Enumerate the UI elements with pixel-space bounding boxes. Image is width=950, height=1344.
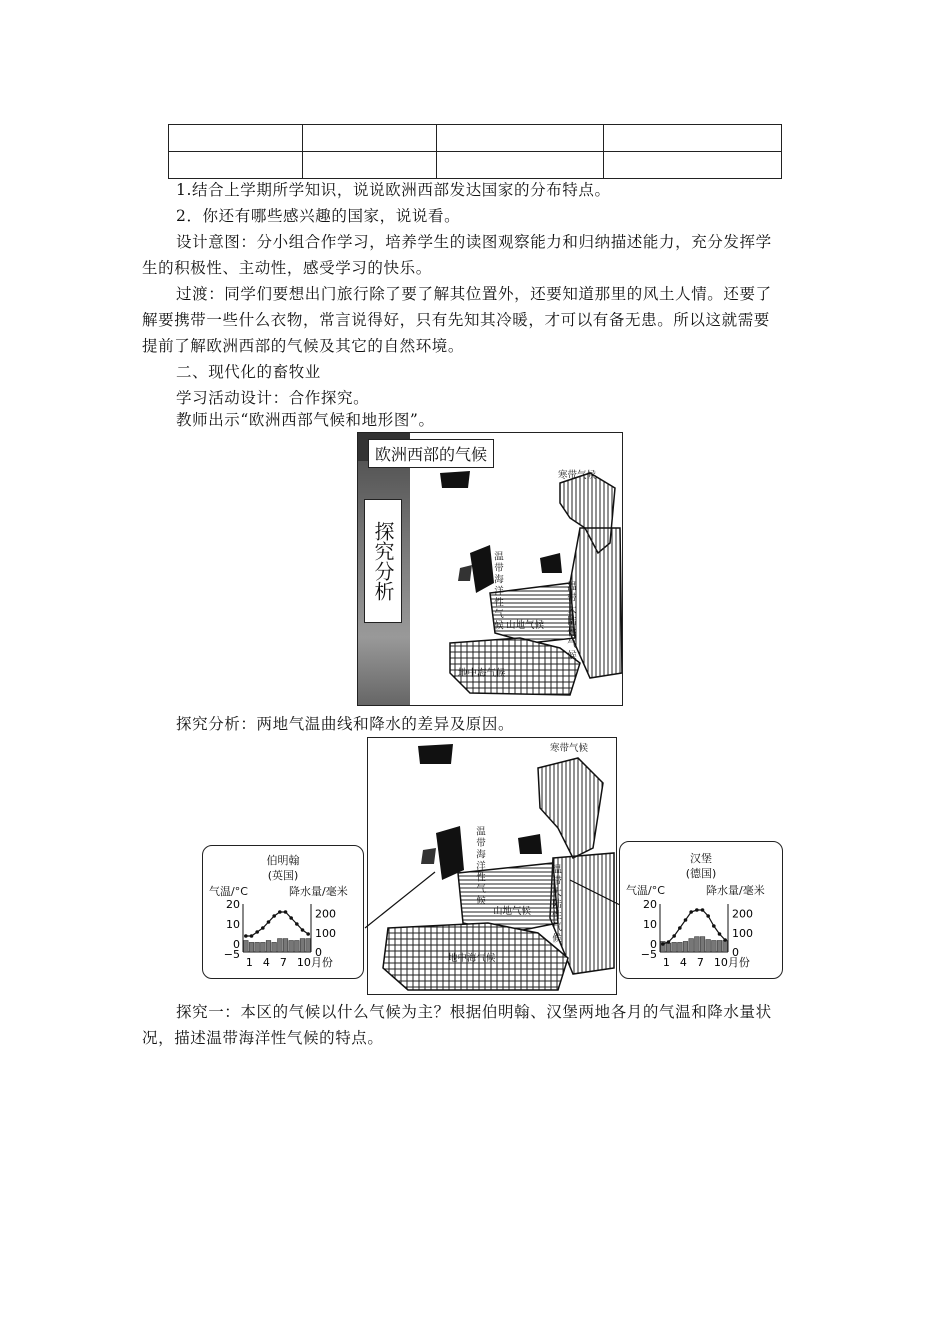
temp-point [244,934,248,938]
design-intent-line-1: 设计意图：分小组合作学习，培养学生的读图观察能力和归纳描述能力，充分发挥学 [176,233,772,251]
precip-bar [706,940,711,952]
x-tick-label: 10月份 [713,956,750,969]
temp-tick-label: 0 [233,938,240,951]
label-cold-2: 寒带气候 [550,743,589,754]
temp-point [701,908,705,912]
transition-line-1: 过渡：同学们要想出门旅行除了要了解其位置外，还要知道那里的风土人情。还要了 [176,285,772,303]
temp-line [663,910,725,944]
temp-point [284,910,288,914]
birmingham-chart [202,845,364,979]
exploration-1-line-2: 况，描述温带海洋性气候的特点。 [142,1029,384,1047]
x-tick-label: 4 [679,956,687,969]
label-continental: 温带大陆性气候 [565,581,576,662]
temp-point [667,940,671,944]
figure-title: 欧洲西部的气候 [368,439,494,468]
temp-tick-label: 10 [643,918,657,931]
precip-bar [723,940,728,952]
climate-chart-svg [203,898,363,976]
precip-bar [255,942,260,952]
x-tick-label: 7 [279,956,287,969]
city-name: 汉堡 [690,852,712,865]
precip-tick-label: 200 [315,907,336,921]
precip-bar [666,943,671,952]
temp-point [272,914,276,918]
temp-point [695,908,699,912]
temp-point [672,934,676,938]
climate-chart-svg [620,898,782,976]
label-mediterranean: 地中海气候 [458,668,506,679]
temp-point [261,926,265,930]
precip-bar [712,940,717,952]
country-name: (英国) [267,869,299,882]
temp-point [250,934,254,938]
label-oceanic: 温带海洋性气候 [492,551,503,632]
temp-tick-label: 0 [650,938,657,951]
activity-design: 学习活动设计：合作探究。 [176,389,370,407]
precip-bar [244,940,249,952]
precip-bar [683,941,688,952]
exploration-1-line-1: 探究一：本区的气候以什么气候为主？根据伯明翰、汉堡两地各月的气温和降水量状 [176,1003,772,1021]
temp-point [255,930,259,934]
label-mediterranean-2: 地中海气候 [448,953,496,964]
label-continental-2: 温带大陆性气候 [550,864,561,945]
label-cold: 寒带气候 [558,470,597,481]
precip-tick-label: 0 [315,946,322,959]
precip-bar [717,940,722,952]
precip-tick-label: 100 [315,926,336,940]
precip-bar [300,939,305,952]
analysis-caption: 探究分析：两地气温曲线和降水的差异及原因。 [176,715,515,733]
temp-point [678,926,682,930]
precip-tick-label: 200 [732,907,753,921]
temp-axis-label: 气温/°C [209,885,248,898]
temp-point [289,916,293,920]
precip-bar [249,942,254,952]
transition-line-3: 提前了解欧洲西部的气候及其它的自然环境。 [142,337,465,355]
figure-badge: 探究分析 [364,499,402,623]
temp-point [712,924,716,928]
precip-bar [700,937,705,952]
temp-line [246,912,308,936]
temp-tick-label: 20 [226,898,240,911]
temp-point [689,910,693,914]
precip-bar [695,937,700,952]
x-tick-label: 7 [696,956,704,969]
x-tick-label: 1 [245,956,253,969]
design-intent-line-2: 生的积极性、主动性，感受学习的快乐。 [142,259,432,277]
country-name: (德国) [685,867,717,880]
precip-bar [261,942,266,952]
temp-point [706,914,710,918]
temp-point [306,932,310,936]
section-heading: 二、现代化的畜牧业 [176,363,321,381]
precip-bar [689,939,694,952]
temp-point [718,932,722,936]
precip-bar [266,940,271,952]
temp-point [295,922,299,926]
precip-bar [278,939,283,952]
temp-point [661,942,665,946]
temp-point [301,928,305,932]
x-tick-label: 10月份 [296,956,333,969]
temp-point [723,938,727,942]
temp-tick-label: 10 [226,918,240,931]
temp-tick-label: −5 [640,948,657,961]
temp-point [684,918,688,922]
temp-point [278,910,282,914]
precip-bar [272,942,277,952]
label-mountain-2: 山地气候 [493,906,532,917]
precip-bar [283,939,288,952]
precip-tick-label: 0 [732,946,739,959]
temp-point [267,920,271,924]
precip-axis-label: 降水量/毫米 [289,885,348,898]
teacher-show: 教师出示“欧洲西部气候和地形图”。 [176,411,435,429]
label-mountain: 山地气候 [506,620,545,631]
precip-bar [678,942,683,952]
precip-bar [672,942,677,952]
city-name: 伯明翰 [266,854,300,867]
label-oceanic-2: 温带海洋性气候 [474,826,485,907]
hamburg-chart [619,841,783,979]
precip-bar [289,940,294,952]
temp-tick-label: 20 [643,898,657,911]
transition-line-2: 解要携带一些什么衣物，常言说得好，只有先知其冷暖，才可以有备无患。所以这就需要 [142,311,770,329]
question-2: 2．你还有哪些感兴趣的国家，说说看。 [176,207,461,225]
x-tick-label: 4 [262,956,270,969]
question-1: 1.结合上学期所学知识，说说欧洲西部发达国家的分布特点。 [176,181,611,199]
precip-axis-label: 降水量/毫米 [706,884,765,897]
precip-bar [295,940,300,952]
precip-bar [306,939,311,952]
x-tick-label: 1 [662,956,670,969]
temp-axis-label: 气温/°C [626,884,665,897]
precip-tick-label: 100 [732,926,753,940]
temp-tick-label: −5 [223,948,240,961]
